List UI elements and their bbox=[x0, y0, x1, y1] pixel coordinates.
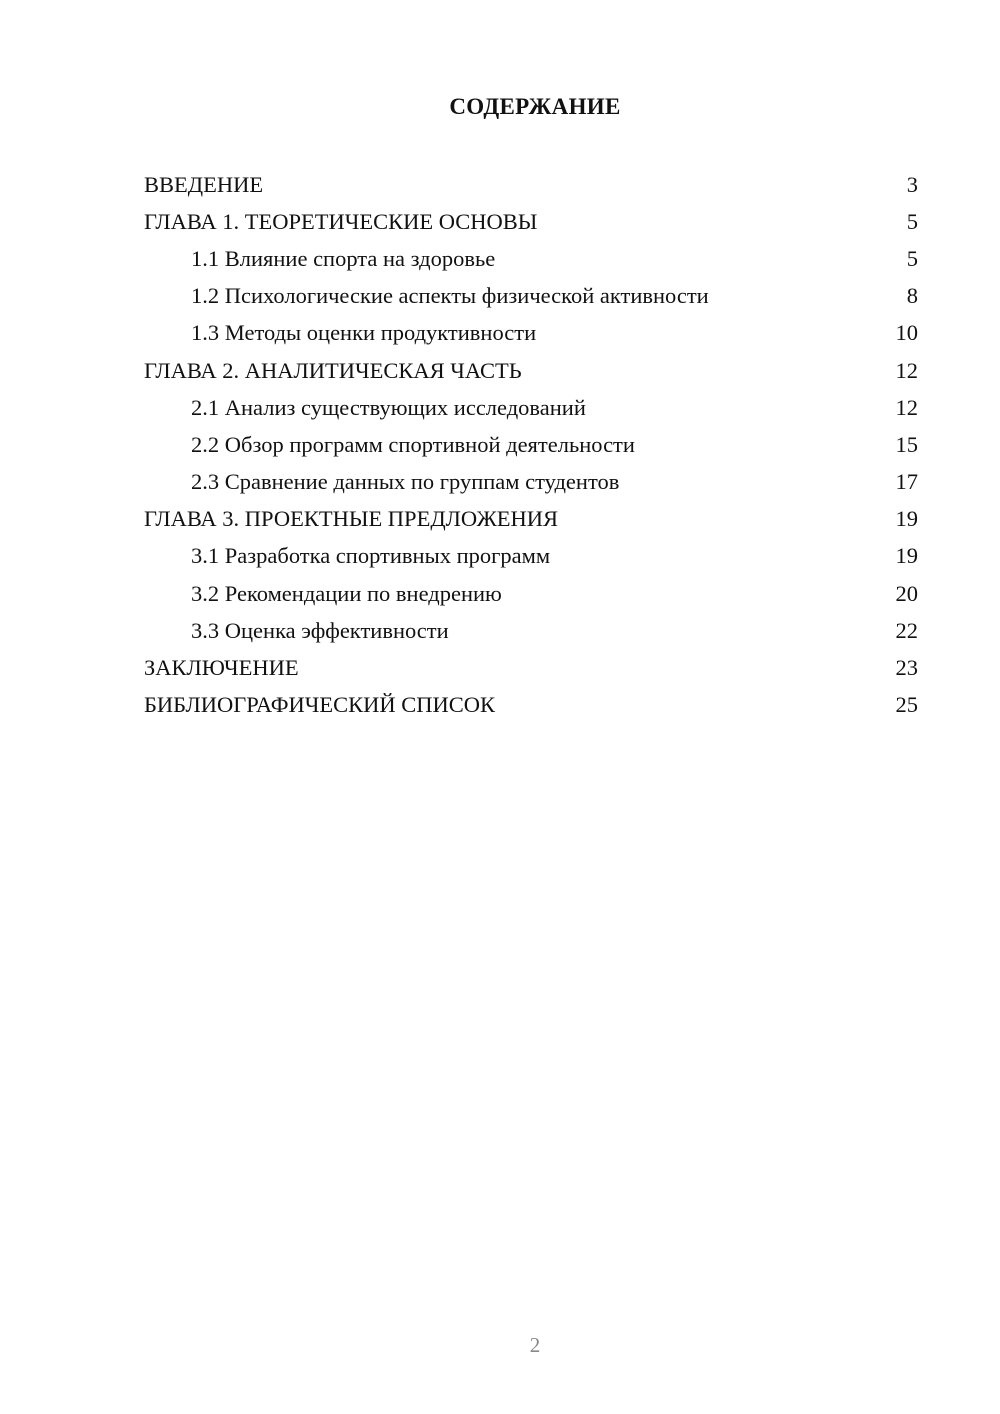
toc-heading: СОДЕРЖАНИЕ bbox=[449, 94, 621, 119]
toc-entry-section-3-1 bbox=[144, 538, 918, 575]
toc-entry-page: 10 bbox=[895, 320, 918, 346]
toc-entry-label: 1.1 Влияние спорта на здоровье bbox=[191, 245, 496, 271]
toc-entry-chapter-2 bbox=[144, 352, 918, 389]
toc-entry-label: 2.2 Обзор программ спортивной деятельности bbox=[191, 431, 635, 457]
toc-entry-label: 1.3 Методы оценки продуктивности bbox=[191, 320, 537, 346]
toc-entry-section-2-2 bbox=[144, 426, 918, 463]
toc-entry-chapter-3 bbox=[144, 501, 918, 538]
toc-entry-page: 5 bbox=[906, 245, 918, 271]
toc-entry-section-2-3 bbox=[144, 464, 918, 501]
table-of-contents bbox=[144, 166, 918, 724]
toc-entry-label: ГЛАВА 3. ПРОЕКТНЫЕ ПРЕДЛОЖЕНИЯ bbox=[144, 506, 559, 532]
toc-entry-conclusion bbox=[144, 649, 918, 686]
toc-entry-chapter-1 bbox=[144, 203, 918, 240]
toc-entry-label: 3.2 Рекомендации по внедрению bbox=[191, 580, 502, 606]
toc-entry-page: 5 bbox=[906, 208, 918, 234]
toc-entry-label: ГЛАВА 1. ТЕОРЕТИЧЕСКИЕ ОСНОВЫ bbox=[144, 208, 538, 234]
toc-entry-label: БИБЛИОГРАФИЧЕСКИЙ СПИСОК bbox=[144, 692, 496, 718]
toc-entry-label: ВВЕДЕНИЕ bbox=[144, 171, 264, 197]
toc-entry-page: 22 bbox=[895, 617, 918, 643]
toc-entry-label: 1.2 Психологические аспекты физической активности bbox=[191, 283, 709, 309]
toc-entry-section-2-1 bbox=[144, 389, 918, 426]
toc-entry-page: 20 bbox=[895, 580, 918, 606]
toc-entry-page: 19 bbox=[895, 543, 918, 569]
toc-entry-page: 12 bbox=[895, 357, 918, 383]
page-number: 2 bbox=[529, 1333, 541, 1357]
toc-entry-label: 2.1 Анализ существующих исследований bbox=[191, 394, 586, 420]
toc-entry-introduction bbox=[144, 166, 918, 203]
toc-entry-label: 2.3 Сравнение данных по группам студентов bbox=[191, 469, 620, 495]
toc-entry-section-1-3 bbox=[144, 315, 918, 352]
toc-entry-bibliography bbox=[144, 687, 918, 724]
toc-entry-section-3-2 bbox=[144, 575, 918, 612]
toc-entry-section-1-2 bbox=[144, 278, 918, 315]
toc-entry-section-3-3 bbox=[144, 612, 918, 649]
toc-entry-page: 25 bbox=[895, 692, 918, 718]
toc-entry-page: 12 bbox=[895, 394, 918, 420]
toc-entry-page: 8 bbox=[906, 283, 918, 309]
toc-entry-label: 3.3 Оценка эффективности bbox=[191, 617, 449, 643]
toc-entry-section-1-1 bbox=[144, 240, 918, 277]
toc-entry-label: ГЛАВА 2. АНАЛИТИЧЕСКАЯ ЧАСТЬ bbox=[144, 357, 522, 383]
toc-entry-page: 19 bbox=[895, 506, 918, 532]
toc-entry-page: 3 bbox=[906, 171, 918, 197]
toc-entry-page: 17 bbox=[895, 469, 918, 495]
toc-entry-page: 23 bbox=[895, 655, 918, 681]
toc-entry-label: ЗАКЛЮЧЕНИЕ bbox=[144, 655, 299, 681]
toc-entry-page: 15 bbox=[895, 431, 918, 457]
toc-entry-label: 3.1 Разработка спортивных программ bbox=[191, 543, 551, 569]
